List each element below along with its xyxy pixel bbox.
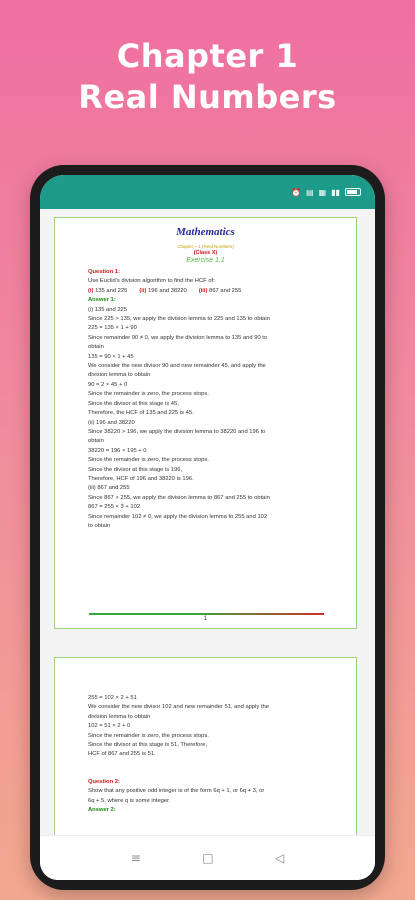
question-2-text	[88, 787, 346, 806]
text-line: HCF of 867 and 255 is 51.	[88, 751, 156, 758]
text-line: Since the remainder is zero, the process stops.	[88, 732, 209, 739]
back-button[interactable]: ◁	[275, 851, 285, 865]
text-line: We consider the new divisor 90 and new remainder 45, and apply the	[88, 363, 266, 370]
headline-line2: Real Numbers	[78, 78, 337, 116]
answer-body	[88, 306, 346, 532]
status-bar	[40, 175, 375, 209]
question-1	[55, 268, 356, 531]
text-line: 225 = 135 × 1 + 90	[88, 325, 137, 332]
text-line: obtain	[88, 438, 104, 445]
document-page-1	[54, 217, 357, 629]
battery-icon	[345, 188, 361, 196]
text-line: Since the remainder is zero, the process stops.	[88, 457, 209, 464]
text-line: to obtain	[88, 522, 111, 529]
document-viewer[interactable]	[40, 209, 375, 835]
text-line: Since remainder 90 ≠ 0, we apply the division lemma to 135 and 90 to	[88, 334, 268, 341]
text-line: Since 38220 > 196, we apply the division lemma to 38220 and 196 to	[88, 428, 266, 435]
text-line: Since the divisor at this stage is 51, Therefore,	[88, 742, 208, 749]
text-line: Since the remainder is zero, the process stops.	[88, 391, 209, 398]
chapter-label: Chapter – 1 (Real Numbers)	[177, 244, 234, 249]
headline-line1: Chapter 1	[116, 37, 299, 75]
option-3: (iii) 867 and 255	[198, 287, 242, 294]
text-line: obtain	[88, 344, 104, 351]
text-line: We consider the new divisor 102 and new remainder 51, and apply the	[88, 704, 269, 711]
alarm-icon: ⏰	[291, 187, 302, 197]
page-number: 1	[203, 616, 208, 622]
text-line: Since the divisor at this stage is 196,	[88, 466, 183, 473]
text-line: 135 = 90 × 1 + 45	[88, 353, 134, 360]
option-1: (i) 135 and 225	[88, 287, 128, 294]
text-line: 255 = 102 × 2 + 51	[88, 695, 137, 701]
answer-2-label: Answer 2:	[88, 807, 116, 814]
text-line: (i) 135 and 225	[88, 306, 127, 313]
volte-icon: ▤	[306, 187, 314, 197]
navigation-bar	[40, 835, 375, 880]
text-line: 102 = 51 × 2 + 0	[88, 723, 131, 730]
recent-apps-button[interactable]: ≡	[130, 851, 141, 865]
phone-screen	[40, 175, 375, 880]
question-label: Question 1:	[88, 269, 120, 275]
text-line: division lemma to obtain	[88, 713, 151, 720]
text-line: (ii) 196 and 38220	[88, 419, 135, 426]
network-icon: ▦	[318, 187, 327, 197]
text-line: Since 867 > 255, we apply the division lemma to 867 and 255 to obtain	[88, 494, 270, 501]
question-options	[88, 287, 346, 296]
text-line: Since remainder 102 ≠ 0, we apply the division lemma to 255 and 102	[88, 513, 268, 520]
class-label: (Class X)	[193, 250, 218, 256]
text-line: 867 = 255 × 3 + 102	[88, 504, 141, 511]
document-page-2	[54, 657, 357, 835]
text-line: division lemma to obtain	[88, 372, 151, 379]
text-line: Since the divisor at this stage is 45,	[88, 400, 179, 407]
page2-body	[55, 694, 356, 815]
page-title: Mathematics	[176, 226, 235, 238]
text-line: Therefore, the HCF of 135 and 225 is 45.	[88, 410, 194, 417]
option-2: (ii) 196 and 38220	[139, 287, 187, 294]
text-line: Show that any positive odd integer is of the form 6q + 1, or 6q + 3, or	[88, 788, 265, 795]
signal-icon: ▮▮	[331, 187, 340, 197]
exercise-label: Exercise 1.1	[186, 257, 225, 264]
answer-continued	[88, 694, 346, 760]
text-line: 6q + 5, where q is some integer.	[88, 797, 171, 804]
phone-frame	[30, 165, 385, 890]
text-line: 38220 = 196 × 195 + 0	[88, 447, 147, 454]
text-line: (iii) 867 and 255	[88, 485, 130, 492]
text-line: 90 = 2 × 45 + 0	[88, 381, 128, 388]
page-divider	[89, 613, 324, 615]
text-line: Therefore, HCF of 196 and 38220 is 196.	[88, 475, 194, 482]
home-button[interactable]: □	[202, 851, 214, 865]
answer-label: Answer 1:	[88, 297, 116, 304]
question-2-label: Question 2:	[88, 778, 120, 785]
promo-headline	[0, 36, 415, 118]
text-line: Since 225 > 135, we apply the division lemma to 225 and 135 to obtain	[88, 316, 270, 323]
question-text: Use Euclid's division algorithm to find the HCF of:	[88, 278, 215, 285]
